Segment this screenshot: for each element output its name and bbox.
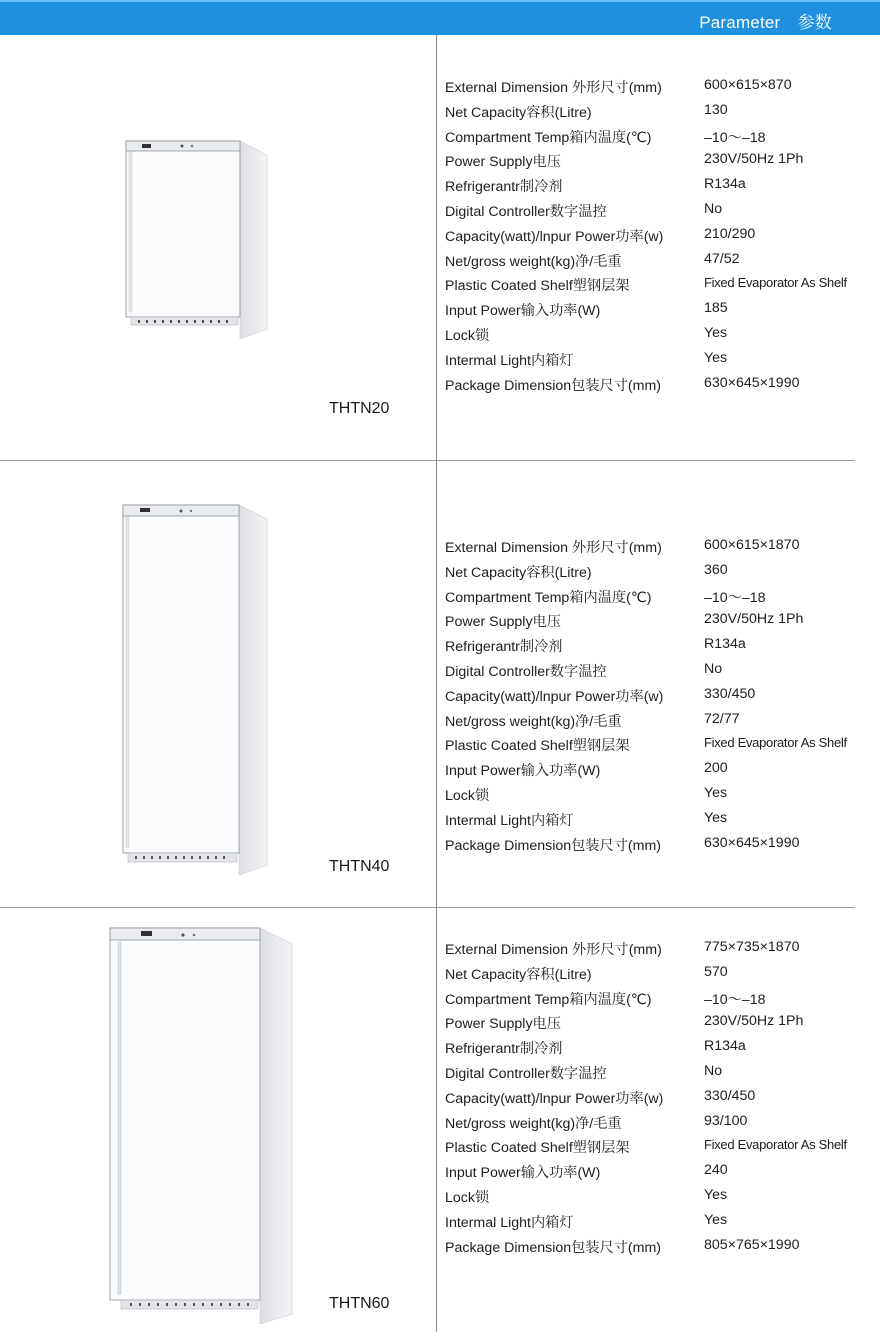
spec-label: Intermal Light内箱灯 <box>445 812 574 829</box>
spec-row <box>445 964 875 989</box>
spec-value: 600×615×870 <box>704 77 792 93</box>
spec-row <box>445 127 875 152</box>
spec-label: Refrigerantr制冷剂 <box>445 179 563 196</box>
spec-label: Net Capacity容积(Litre) <box>445 966 592 983</box>
spec-row <box>445 835 875 860</box>
spec-value: 630×645×1990 <box>704 374 800 391</box>
spec-row <box>445 176 875 201</box>
spec-value: R134a <box>704 636 746 653</box>
spec-row <box>445 300 875 325</box>
spec-label: Compartment Temp箱内温度(℃) <box>445 129 652 146</box>
spec-label: Power Supply电压 <box>445 614 561 631</box>
spec-row <box>445 77 875 102</box>
spec-value: –10～–18 <box>704 129 766 146</box>
model-label: THTN20 <box>329 400 390 417</box>
spec-table <box>445 939 875 1261</box>
spec-label: Package Dimension包装尺寸(mm) <box>445 837 662 854</box>
spec-table <box>445 537 875 859</box>
spec-label: Package Dimension包装尺寸(mm) <box>445 377 662 394</box>
spec-row <box>445 661 875 686</box>
spec-row <box>445 537 875 562</box>
spec-label: Plastic Coated Shelf塑钢层架 <box>445 738 630 755</box>
spec-row <box>445 1113 875 1138</box>
spec-label: Compartment Temp箱内温度(℃) <box>445 589 652 606</box>
spec-row <box>445 735 875 760</box>
spec-row <box>445 989 875 1014</box>
spec-label: Digital Controller数字温控 <box>445 1065 607 1082</box>
spec-value: 360 <box>704 561 728 578</box>
fridge-image <box>124 139 270 339</box>
spec-value: R134a <box>704 176 746 193</box>
spec-value: 210/290 <box>704 225 756 242</box>
spec-label: Input Power输入功率(W) <box>445 1165 601 1182</box>
spec-label: Intermal Light内箱灯 <box>445 1214 574 1231</box>
spec-value: 805×765×1990 <box>704 1236 800 1253</box>
spec-row <box>445 611 875 636</box>
spec-row <box>445 1088 875 1113</box>
spec-table <box>445 77 875 399</box>
spec-label: Plastic Coated Shelf塑钢层架 <box>445 278 630 295</box>
spec-row <box>445 151 875 176</box>
spec-row <box>445 275 875 300</box>
spec-value: Yes <box>704 809 728 826</box>
product-section-thtn40 <box>0 461 880 907</box>
spec-value: 630×645×1990 <box>704 834 800 851</box>
model-label: THTN40 <box>329 858 390 875</box>
spec-label: Lock锁 <box>445 327 490 344</box>
spec-label: Refrigerantr制冷剂 <box>445 639 563 656</box>
fridge-image <box>108 926 294 1324</box>
spec-value: No <box>704 1062 723 1079</box>
spec-label: Capacity(watt)/lnpur Power功率(w) <box>445 688 664 705</box>
spec-label: Lock锁 <box>445 787 490 804</box>
spec-value: –10～–18 <box>704 589 766 606</box>
spec-value: No <box>704 660 723 677</box>
spec-value: 47/52 <box>704 250 740 267</box>
spec-value: 230V/50Hz 1Ph <box>704 151 804 168</box>
spec-row <box>445 1137 875 1162</box>
spec-row <box>445 1187 875 1212</box>
spec-row <box>445 201 875 226</box>
spec-row <box>445 587 875 612</box>
spec-label: Refrigerantr制冷剂 <box>445 1041 563 1058</box>
spec-value: 600×615×1870 <box>704 537 800 553</box>
spec-label: Capacity(watt)/lnpur Power功率(w) <box>445 1090 664 1107</box>
spec-label: Net Capacity容积(Litre) <box>445 564 592 581</box>
spec-value: Fixed Evaporator As Shelf <box>704 1137 847 1153</box>
fridge-image <box>121 503 269 875</box>
spec-label: Net/gross weight(kg)净/毛重 <box>445 1115 622 1132</box>
spec-value: 570 <box>704 963 728 980</box>
spec-value: –10～–18 <box>704 991 766 1008</box>
spec-label: Lock锁 <box>445 1189 490 1206</box>
spec-label: Net/gross weight(kg)净/毛重 <box>445 253 622 270</box>
spec-label: Compartment Temp箱内温度(℃) <box>445 991 652 1008</box>
spec-label: Net/gross weight(kg)净/毛重 <box>445 713 622 730</box>
spec-label: External Dimension 外形尺寸(mm) <box>445 80 662 96</box>
spec-row <box>445 1063 875 1088</box>
spec-row <box>445 810 875 835</box>
spec-value: 230V/50Hz 1Ph <box>704 1013 804 1030</box>
spec-label: Plastic Coated Shelf塑钢层架 <box>445 1140 630 1157</box>
spec-row <box>445 325 875 350</box>
spec-value: No <box>704 200 723 217</box>
spec-row <box>445 562 875 587</box>
spec-label: Digital Controller数字温控 <box>445 663 607 680</box>
spec-value: 330/450 <box>704 685 756 702</box>
spec-value: Yes <box>704 1186 728 1203</box>
spec-label: Capacity(watt)/lnpur Power功率(w) <box>445 228 664 245</box>
spec-label: Net Capacity容积(Litre) <box>445 104 592 121</box>
spec-value: 230V/50Hz 1Ph <box>704 611 804 628</box>
spec-value: 72/77 <box>704 710 740 727</box>
spec-value: Yes <box>704 1211 728 1228</box>
page-title: Parameter 参数 <box>699 13 832 32</box>
spec-value: 200 <box>704 760 728 777</box>
spec-value: R134a <box>704 1038 746 1055</box>
spec-row <box>445 785 875 810</box>
spec-row <box>445 251 875 276</box>
spec-row <box>445 102 875 127</box>
spec-value: 130 <box>704 101 728 118</box>
spec-row <box>445 711 875 736</box>
spec-row <box>445 350 875 375</box>
spec-value: Fixed Evaporator As Shelf <box>704 735 847 751</box>
spec-value: Yes <box>704 349 728 366</box>
spec-label: Digital Controller数字温控 <box>445 203 607 220</box>
spec-label: Input Power输入功率(W) <box>445 763 601 780</box>
spec-label: Input Power输入功率(W) <box>445 303 601 320</box>
spec-row <box>445 1013 875 1038</box>
spec-label: Package Dimension包装尺寸(mm) <box>445 1239 662 1256</box>
spec-value: 330/450 <box>704 1087 756 1104</box>
spec-row <box>445 1237 875 1262</box>
spec-row <box>445 1162 875 1187</box>
model-label: THTN60 <box>329 1295 390 1312</box>
spec-value: Fixed Evaporator As Shelf <box>704 275 847 291</box>
spec-value: Yes <box>704 784 728 801</box>
spec-value: 185 <box>704 300 728 317</box>
spec-row <box>445 939 875 964</box>
spec-label: External Dimension 外形尺寸(mm) <box>445 540 662 556</box>
spec-label: External Dimension 外形尺寸(mm) <box>445 942 662 958</box>
spec-row <box>445 636 875 661</box>
spec-label: Power Supply电压 <box>445 1016 561 1033</box>
spec-row <box>445 375 875 400</box>
spec-row <box>445 226 875 251</box>
spec-value: Yes <box>704 324 728 341</box>
header-bar <box>0 0 880 35</box>
spec-label: Intermal Light内箱灯 <box>445 352 574 369</box>
product-section-thtn60 <box>0 908 880 1332</box>
product-section-thtn20 <box>0 35 880 460</box>
spec-row <box>445 1038 875 1063</box>
spec-value: 775×735×1870 <box>704 939 800 955</box>
spec-value: 93/100 <box>704 1112 748 1129</box>
spec-row <box>445 760 875 785</box>
spec-row <box>445 686 875 711</box>
spec-label: Power Supply电压 <box>445 154 561 171</box>
spec-row <box>445 1212 875 1237</box>
spec-value: 240 <box>704 1162 728 1179</box>
